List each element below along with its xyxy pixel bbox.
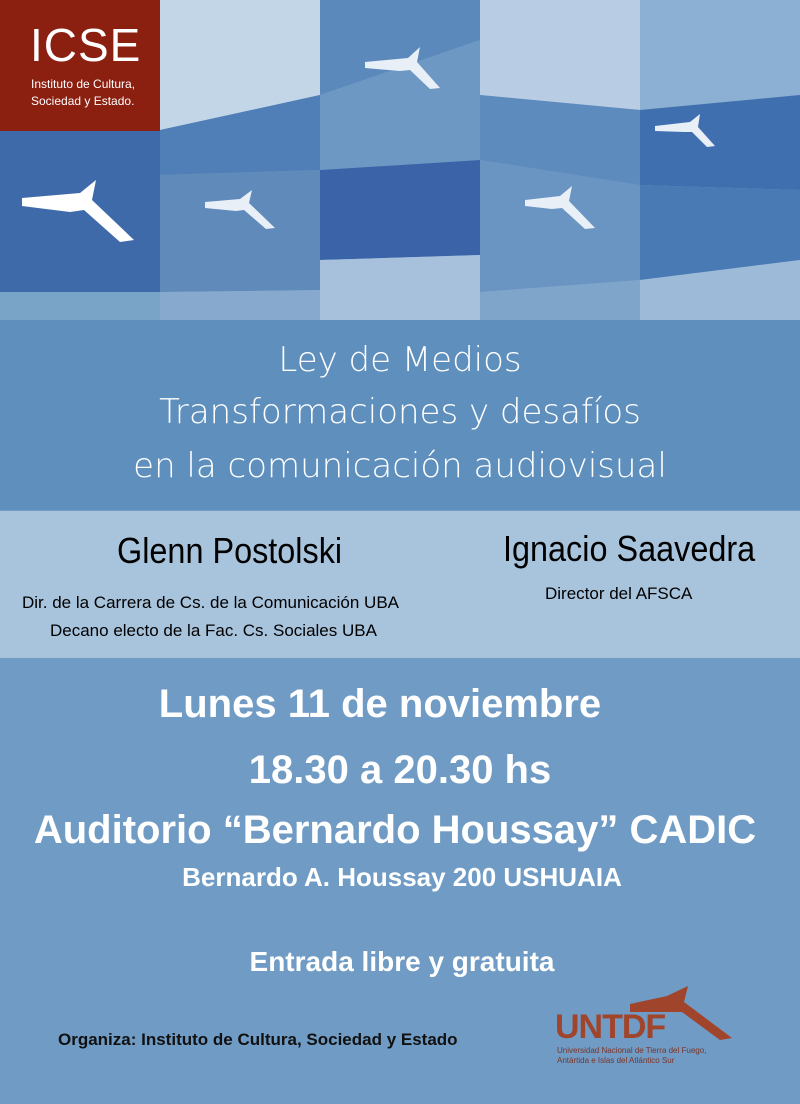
speaker-name-1: Glenn Postolski <box>117 530 343 571</box>
icse-subtitle-line1: Instituto de Cultura, <box>31 77 136 91</box>
event-title-line2: Transformaciones y desafíos <box>159 392 641 432</box>
event-venue: Auditorio “Bernardo Houssay” CADIC <box>33 808 757 852</box>
bird-icon <box>525 186 595 229</box>
speaker-role-2: Director del AFSCA <box>545 584 693 603</box>
event-title-line3: en la comunicación audiovisual <box>133 446 667 486</box>
event-date: Lunes 11 de noviembre <box>158 682 602 726</box>
icse-logo-title: ICSE <box>30 19 142 71</box>
icse-logo-subtitle <box>31 76 135 110</box>
speaker-role-1a: Dir. de la Carrera de Cs. de la Comunicación UBA <box>22 593 399 612</box>
untdf-logo: UNTDF <box>555 1008 666 1046</box>
bird-icon <box>655 114 715 147</box>
speaker-name-2: Ignacio Saavedra <box>503 528 756 569</box>
untdf-sub-line1: Universidad Nacional de Tierra del Fuego, <box>557 1046 707 1055</box>
bird-icon <box>205 190 275 229</box>
bird-icon <box>22 180 134 242</box>
untdf-logo-subtitle <box>557 1046 757 1066</box>
icse-subtitle-line2: Sociedad y Estado. <box>31 94 135 108</box>
event-time: 18.30 a 20.30 hs <box>248 748 552 792</box>
organizer-text: Organiza: Instituto de Cultura, Sociedad y Estado <box>58 1030 458 1049</box>
untdf-sub-line2: Antártida e Islas del Atlántico Sur <box>557 1056 675 1065</box>
bird-icon <box>365 47 440 89</box>
event-title-line1: Ley de Medios <box>278 340 522 380</box>
event-address: Bernardo A. Houssay 200 USHUAIA <box>182 862 622 892</box>
event-entry: Entrada libre y gratuita <box>249 946 555 977</box>
speaker-role-1b: Decano electo de la Fac. Cs. Sociales UBA <box>50 621 377 640</box>
icse-logo <box>0 0 160 131</box>
